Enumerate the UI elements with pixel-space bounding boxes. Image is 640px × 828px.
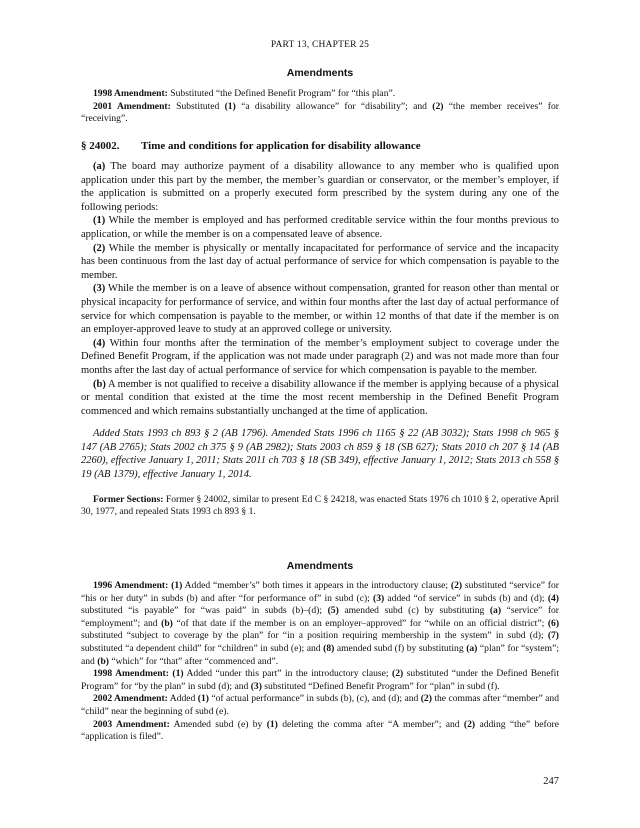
amendments-heading: Amendments (286, 560, 354, 572)
amendment-2001: 2001 Amendment: Substituted (1) “a disability allowance” for “disability”; and (2) “the member receives” for “receiving”. (81, 100, 559, 125)
section-heading (81, 140, 559, 152)
amendments-heading: Amendments (286, 67, 354, 79)
paragraph-1: (1) While the member is employed and has performed creditable service within the four months previous to application, or while the member is on a compensated leave of absence. (81, 215, 559, 240)
history-citation: Added Stats 1993 ch 893 § 2 (AB 1796). Amended Stats 1996 ch 1165 § 22 (AB 3032); Stats 1998 ch 965 § 147 (AB 2765); Stats 2002 ch 375 § 9 (AB 2982); Stats 2003 ch 859 § 18 (SB 627); Stats 2010 ch 207 § 14 (AB 2260), effective January 1, 2011; Stats 2011 ch 703 § 18 (SB 349), effective January 1, 2012; Stats 2013 ch 558 § 19 (AB 1379), effective January 1, 2014. (81, 428, 559, 481)
amendments-2 (81, 560, 559, 744)
section-body (81, 160, 559, 519)
paragraph-4: (4) Within four months after the termination of the member’s employment subject to coverage under the Defined Benefit Program, if the application was not made under paragraph (2) and was not made more than four months after the last day of actual performance of service for which compensation is payable to the member. (81, 337, 559, 376)
section-title: Time and conditions for application for disability allowance (141, 140, 421, 152)
amendment-item: 1996 Amendment: (1) Added “member’s” both times it appears in the introductory clause; (2) substituted “service” for “his or her duty” in subds (b) and after “for performance of” in subd (c); (3) added “of service” in subds (b) and (d); (4) substituted “is payable” for “was paid” in subds (b)–(d); (5) amended subd (c) by substituting (a) “service” for “employment”; and (b) “of that date if the member is on an employer–approved” for “while on an official district”; (6) substituted “subject to coverage by the plan” for “in a position requiring membership in the system” in subd (d); (7) substituted “a dependent child” for “children” in subd (e); and (8) amended subd (f) by substituting (a) “plan” for “system”; and (b) “which” for “that” after “commenced and”. (81, 580, 560, 667)
former-sections: Former Sections: Former § 24002, similar to present Ed C § 24218, was enacted Stats 1976 ch 1010 § 2, operative April 30, 1977, and repealed Stats 1993 ch 893 § 1. (81, 493, 559, 518)
running-head: PART 13, CHAPTER 25 (270, 40, 370, 50)
subdivision-a: (a) The board may authorize payment of a disability allowance to any member who is qualified upon application under this part by the member, the member’s guardian or conservator, or the member’s employer, if the application is submitted on a properly executed form prescribed by the system during any one of the following periods: (81, 161, 559, 213)
amendment-item: 1998 Amendment: (1) Added “under this part” in the introductory clause; (2) substituted “under the Defined Benefit Program” for “by the plan” in subd (d); and (3) substituted “Defined Benefit Program” for “plan” in subd (f). (81, 668, 560, 692)
amendments-1 (81, 67, 559, 126)
amendments-list (81, 580, 559, 744)
subdivision-b: (b) A member is not qualified to receive a disability allowance if the member is applying because of a physical or mental condition that existed at the time the most recent membership in the Defined Benefit Program commenced and which remains substantially unchanged at the time of application. (81, 378, 559, 417)
amendment-1998: 1998 Amendment: Substituted “the Defined Benefit Program” for “this plan”. (93, 88, 396, 99)
paragraph-2: (2) While the member is physically or mentally incapacitated for performance of service and the incapacity has been continuous from the last day of actual performance of service for which compensation is payable to the member. (81, 242, 559, 281)
amendment-item: 2002 Amendment: Added (1) “of actual performance” in subds (b), (c), and (d); and (2) the commas after “member” and “child” near the beginning of subd (e). (81, 693, 559, 717)
amendment-item: 2003 Amendment: Amended subd (e) by (1) deleting the comma after “A member”; and (2) adding “the” before “application is filed”. (81, 718, 559, 743)
paragraph-3: (3) While the member is on a leave of absence without compensation, granted for reason other than mental or physical incapacity for performance of service, and within four months after the last day of actual performance of service for which compensation is payable to the member, or within 12 months of that date if the member is on an employer-approved leave to study at an approved college or university. (81, 283, 559, 336)
section-number: § 24002. (81, 140, 120, 152)
page-number: 247 (543, 776, 559, 787)
